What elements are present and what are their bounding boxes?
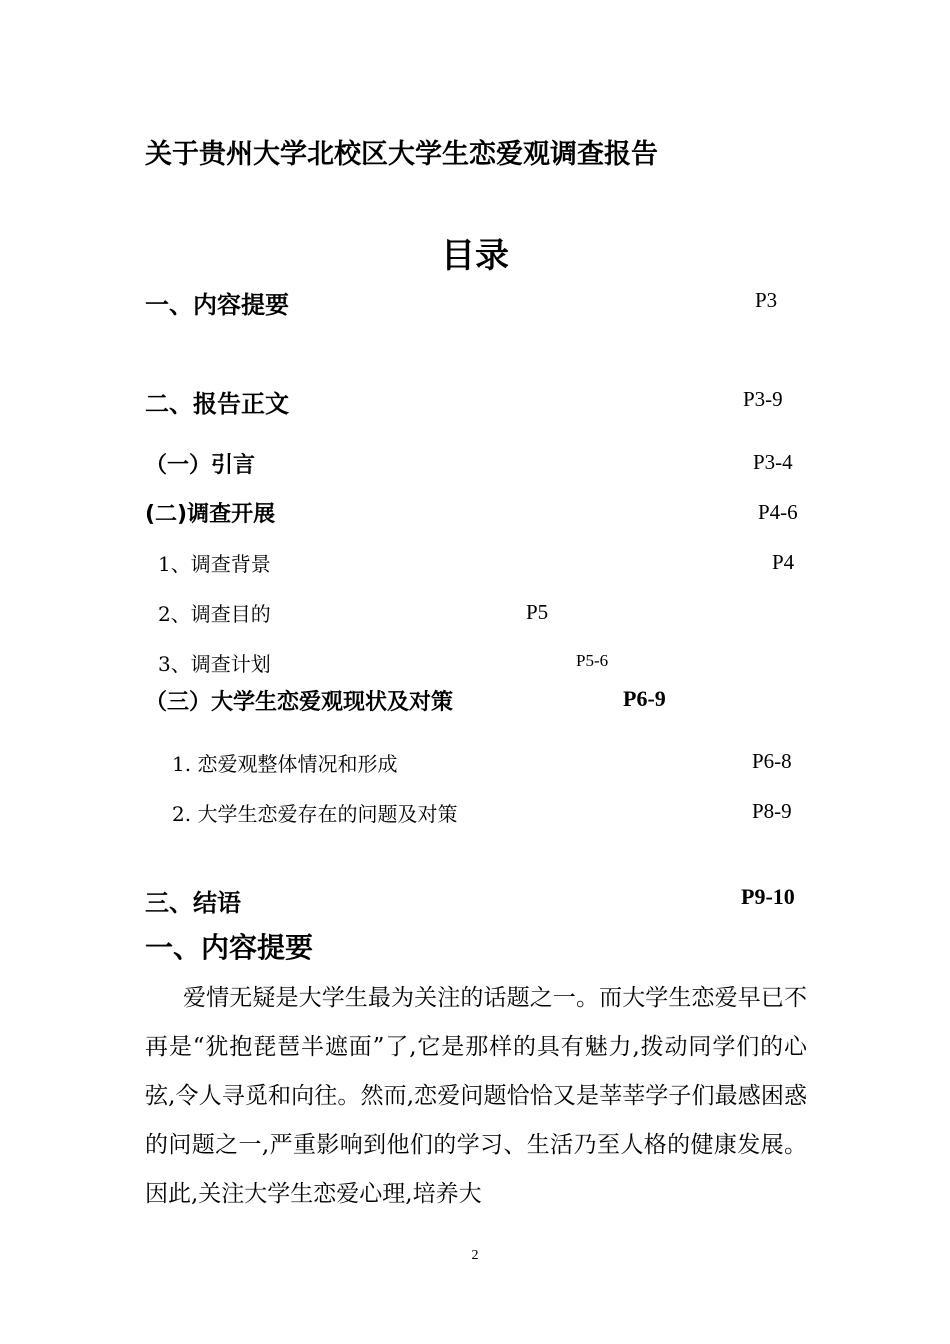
toc-sec3-item-2-label: 2. 大学生恋爱存在的问题及对策 [172, 802, 458, 826]
toc-sec2-label: (二)调查开展 [145, 502, 276, 527]
toc-sec3-item-1-label: 1. 恋爱观整体情况和形成 [172, 752, 398, 776]
section-title: 一、内容提要 [145, 931, 314, 964]
toc-part3-page: P9-10 [741, 884, 795, 909]
toc-sec3-label: （三）大学生恋爱观现状及对策 [145, 690, 454, 715]
page-number: 2 [471, 1248, 479, 1263]
toc-sec2-item-2-label: 2、调查目的 [158, 602, 271, 626]
toc-part2-page: P3-9 [743, 387, 783, 411]
toc-sec2-item-2-page: P5 [526, 600, 549, 624]
toc-part3-label: 三、结语 [145, 889, 241, 917]
toc-sec1-page: P3-4 [753, 450, 793, 474]
toc-sec2-page: P4-6 [758, 500, 798, 524]
toc-heading: 目录 [441, 236, 509, 276]
toc-sec1-label: （一）引言 [145, 453, 256, 478]
toc-sec3-item-1-page: P6-8 [752, 749, 792, 773]
toc-sec2-item-1-page: P4 [772, 550, 795, 574]
toc-part1-label: 一、内容提要 [145, 291, 289, 319]
document-title: 关于贵州大学北校区大学生恋爱观调查报告 [145, 139, 658, 170]
toc-sec2-item-1-label: 1、调查背景 [158, 552, 271, 576]
toc-part1-page: P3 [755, 288, 778, 312]
toc-sec3-item-2-page: P8-9 [752, 799, 792, 823]
body-paragraph: 爱情无疑是大学生最为关注的话题之一。而大学生恋爱早已不再是“犹抱琵琶半遮面”了,它是那样的具有魅力,拨动同学们的心弦,令人寻觅和向往。然而,恋爱问题恰恰又是莘莘学子们最感困惑的问题之一,严重影响到他们的学习、生活乃至人格的健康发展。因此,关注大学生恋爱心理,培养大 [145, 985, 807, 1207]
toc-part2-label: 二、报告正文 [145, 390, 289, 418]
toc-sec2-item-3-label: 3、调查计划 [158, 652, 271, 676]
toc-sec3-page: P6-9 [623, 686, 666, 711]
toc-sec2-item-3-page: P5-6 [576, 651, 609, 670]
